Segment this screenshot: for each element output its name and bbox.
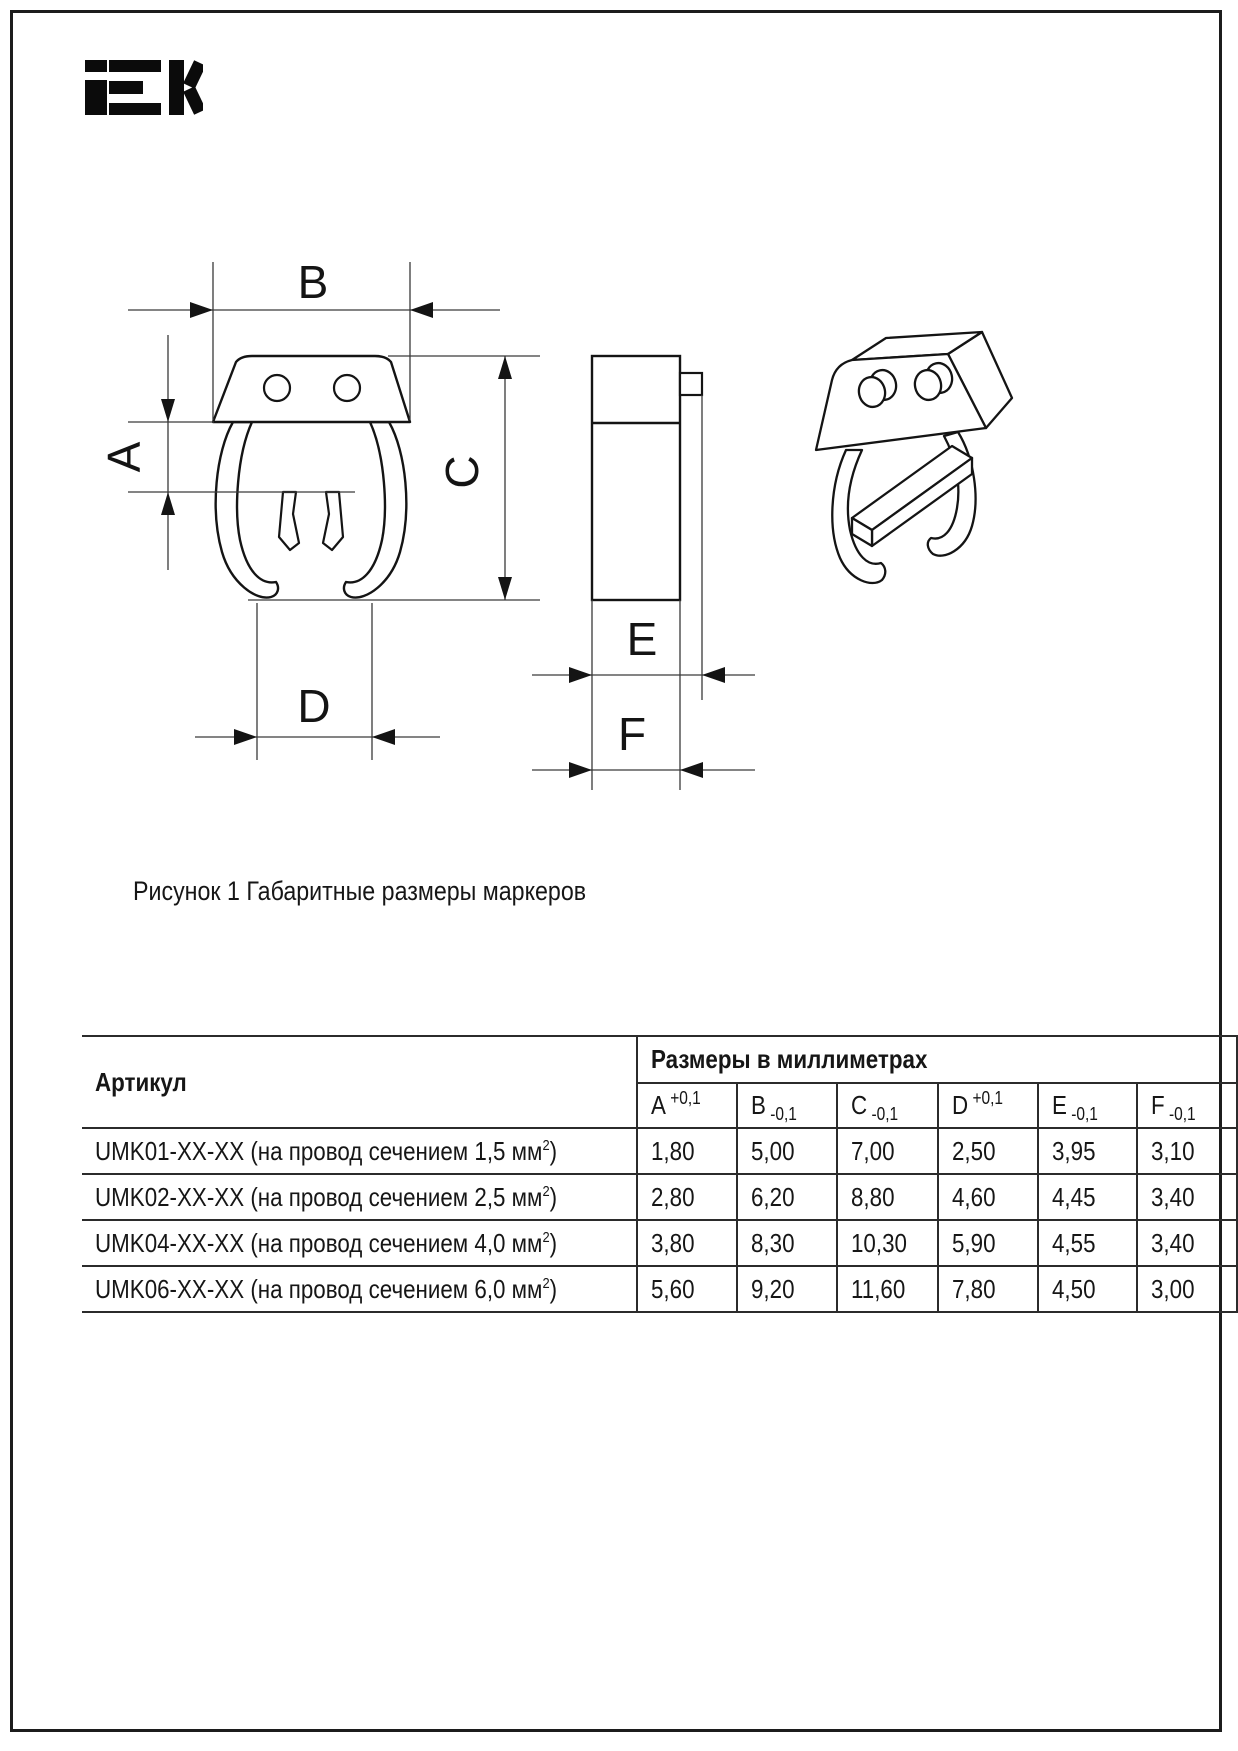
value-cell: 3,95 — [1038, 1128, 1138, 1174]
value-cell: 5,90 — [938, 1220, 1038, 1266]
article-cell: UMK02-XX-XX (на провод сечением 2,5 $мм^2$) — [82, 1174, 637, 1220]
value-cell: 5,60 — [637, 1266, 737, 1312]
dim-label-a: A — [98, 441, 150, 473]
side-view — [592, 356, 702, 600]
value-cell: 3,80 — [637, 1220, 737, 1266]
value-cell: 8,80 — [837, 1174, 938, 1220]
value-cell: 4,55 — [1038, 1220, 1138, 1266]
value-cell: 3,40 — [1137, 1174, 1237, 1220]
value-cell: 7,80 — [938, 1266, 1038, 1312]
dim-col-header-c: C $_{-0,1}$ — [837, 1083, 938, 1128]
dim-label-d: D — [297, 680, 331, 732]
value-cell: 11,60 — [837, 1266, 938, 1312]
value-cell: 5,00 — [737, 1128, 837, 1174]
value-cell: 4,45 — [1038, 1174, 1138, 1220]
table-row — [82, 1174, 1237, 1220]
dim-col-header-e: E $_{-0,1}$ — [1038, 1083, 1138, 1128]
article-cell: UMK01-XX-XX (на провод сечением 1,5 $мм^2$) — [82, 1128, 637, 1174]
value-cell: 10,30 — [837, 1220, 938, 1266]
dimension-labels — [98, 256, 657, 760]
table-header-row-1 — [82, 1036, 1237, 1083]
value-cell: 4,60 — [938, 1174, 1038, 1220]
dim-label-f: F — [617, 708, 647, 760]
value-cell: 3,00 — [1137, 1266, 1237, 1312]
dim-label-b: B — [297, 256, 329, 308]
table-row — [82, 1266, 1237, 1312]
value-cell: 4,50 — [1038, 1266, 1138, 1312]
value-cell: 2,80 — [637, 1174, 737, 1220]
sizes-header-cell: Размеры в миллиметрах — [637, 1036, 1237, 1083]
value-cell: 1,80 — [637, 1128, 737, 1174]
article-cell: UMK06-XX-XX (на провод сечением 6,0 $мм^2$) — [82, 1266, 637, 1312]
table-row — [82, 1128, 1237, 1174]
value-cell: 9,20 — [737, 1266, 837, 1312]
dim-col-header-f: F $_{-0,1}$ — [1137, 1083, 1237, 1128]
article-header-cell: Артикул — [82, 1036, 637, 1128]
dim-col-header-d: D $^{+0,1}$ — [938, 1083, 1038, 1128]
dim-label-e: E — [626, 613, 658, 665]
value-cell: 8,30 — [737, 1220, 837, 1266]
dimensions-table — [82, 1035, 1238, 1313]
dim-col-header-a: A $^{+0,1}$ — [637, 1083, 737, 1128]
isometric-view — [816, 332, 1012, 583]
dim-label-c: C — [436, 455, 488, 489]
value-cell: 3,40 — [1137, 1220, 1237, 1266]
front-view — [213, 356, 410, 598]
value-cell: 2,50 — [938, 1128, 1038, 1174]
table-row — [82, 1220, 1237, 1266]
figure-caption: Рисунок 1 Габаритные размеры маркеров — [133, 876, 587, 906]
dim-col-header-b: B $_{-0,1}$ — [737, 1083, 837, 1128]
value-cell: 3,10 — [1137, 1128, 1237, 1174]
value-cell: 7,00 — [837, 1128, 938, 1174]
article-cell: UMK04-XX-XX (на провод сечением 4,0 $мм^2$) — [82, 1220, 637, 1266]
value-cell: 6,20 — [737, 1174, 837, 1220]
